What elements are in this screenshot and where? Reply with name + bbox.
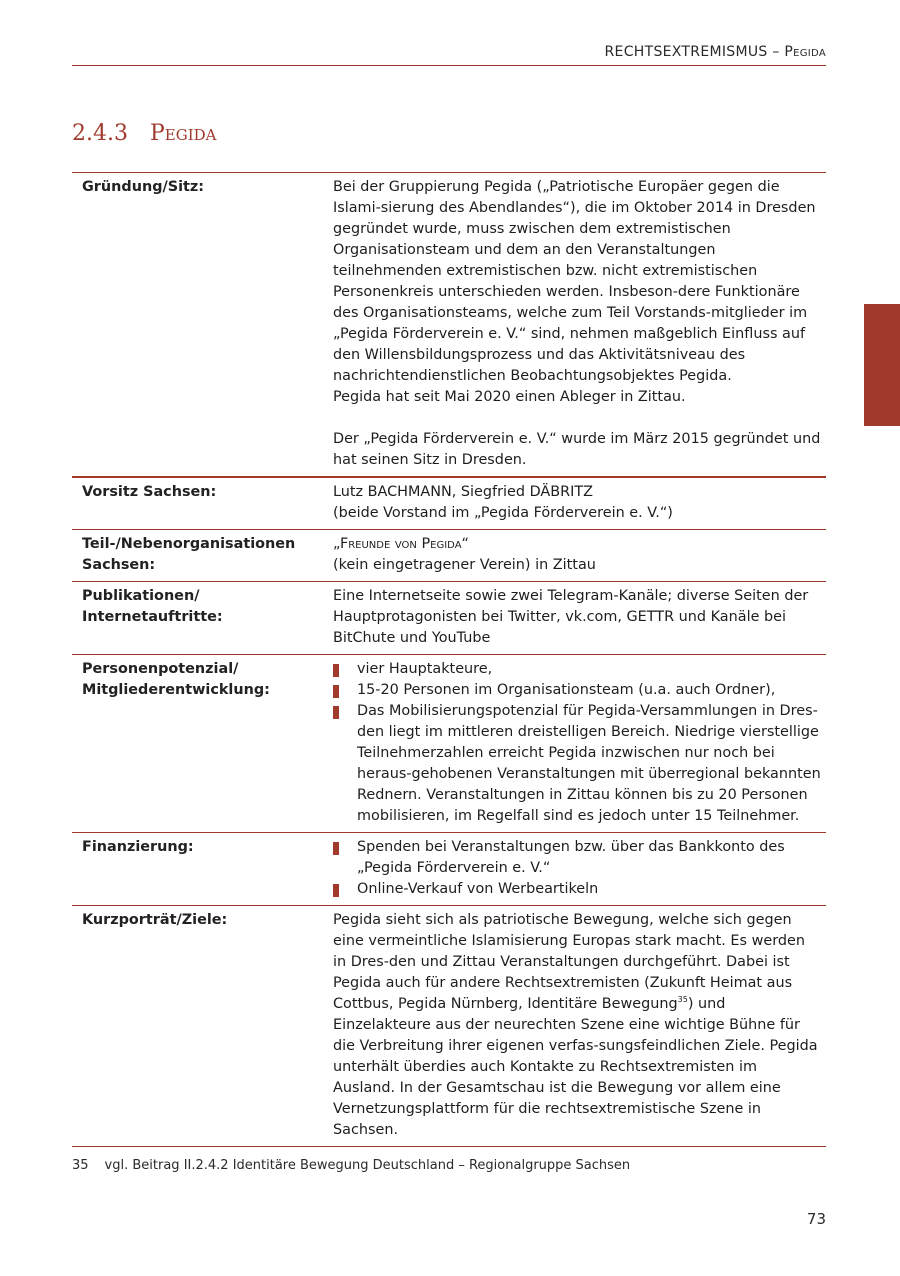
label-teil-line-1: Teil-/Nebenorganisationen — [82, 536, 296, 552]
kurzportraet-text-b: ) und Einzelakteure aus der neurechten Szene eine wichtige Bühne für die Verbreitung ihrer eigenen verfas-sungsfeindlichen Ziele. Pegida unterhält überdies auch Kontakte zu Rechtsextremisten im Ausland. In der Gesamtschau ist die Bewegung vor allem eine Vernetzungsplattform für die rechtsextremistische Szene in Sachsen. — [333, 996, 818, 1138]
value-teilorganisationen — [333, 530, 826, 582]
vorsitz-line-1: Lutz BACHMANN, Siegfried DÄBRITZ — [333, 484, 594, 500]
chapter-tab-marker — [864, 304, 900, 426]
label-finanzierung: Finanzierung: — [82, 839, 194, 855]
row-publikationen — [72, 582, 826, 655]
row-vorsitz — [72, 477, 826, 530]
footnote-reference: 35 — [677, 995, 688, 1005]
row-teilorganisationen — [72, 530, 826, 582]
running-head-sub: Pegida — [784, 44, 826, 60]
paragraph-gap — [333, 408, 822, 429]
gruendung-paragraph-2: Pegida hat seit Mai 2020 einen Ableger in Zittau. — [333, 389, 686, 405]
footnote — [72, 1158, 630, 1173]
personen-bullet-list — [333, 659, 822, 827]
row-personenpotenzial — [72, 655, 826, 833]
label-personenpotenzial — [72, 655, 333, 833]
teil-line-1: „Freunde von Pegida“ — [333, 536, 469, 552]
value-personenpotenzial — [333, 655, 826, 833]
value-finanzierung — [333, 833, 826, 906]
label-publ-line-1: Publikationen/ — [82, 588, 200, 604]
list-item: Spenden bei Veranstaltungen bzw. über das Bankkonto des „Pegida Förderverein e. V.“ — [333, 837, 822, 879]
label-publikationen — [72, 582, 333, 655]
profile-table — [72, 172, 826, 1147]
section-number: 2.4.3 — [72, 121, 128, 146]
label-pers-line-2: Mitgliederentwicklung: — [82, 682, 270, 698]
finanzierung-bullet-list — [333, 837, 822, 900]
gruendung-paragraph-3: Der „Pegida Förderverein e. V.“ wurde im März 2015 gegründet und hat seinen Sitz in Dresden. — [333, 431, 821, 468]
value-gruendung — [333, 173, 826, 478]
vorsitz-line-2: (beide Vorstand im „Pegida Förderverein e. V.“) — [333, 505, 673, 521]
list-item: Online-Verkauf von Werbeartikeln — [333, 879, 822, 900]
running-head — [605, 44, 826, 60]
label-publ-line-2: Internetauftritte: — [82, 609, 223, 625]
footnote-text: vgl. Beitrag II.2.4.2 Identitäre Bewegung Deutschland – Regionalgruppe Sachsen — [104, 1158, 631, 1173]
label-kurzportraet: Kurzporträt/Ziele: — [82, 912, 228, 928]
teil-line-2: (kein eingetragener Verein) in Zittau — [333, 557, 596, 573]
value-publikationen: Eine Internetseite sowie zwei Telegram-Kanäle; diverse Seiten der Hauptprotagonisten bei Twitter, vk.com, GETTR und Kanäle bei BitChute und YouTube — [333, 588, 809, 646]
list-item: 15-20 Personen im Organisationsteam (u.a. auch Ordner), — [333, 680, 822, 701]
list-item: Das Mobilisierungspotenzial für Pegida-Versammlungen in Dres-den liegt im mittleren dreistelligen Bereich. Niedrige vierstellige Teilnehmerzahlen erreicht Pegida inzwischen nur noch bei heraus-gehobenen Veranstaltungen mit überregional bekannten Rednern. Veranstaltungen in Zittau können bis zu 20 Personen mobilisieren, im Regelfall sind es jedoch unter 15 Teilnehmer. — [333, 701, 822, 827]
section-title: Pegida — [149, 121, 217, 146]
list-item: vier Hauptakteure, — [333, 659, 822, 680]
header-rule — [72, 65, 826, 66]
label-teilorganisationen — [72, 530, 333, 582]
section-heading — [72, 121, 217, 146]
label-gruendung: Gründung/Sitz: — [82, 179, 205, 195]
kurzportraet-text-a: Pegida sieht sich als patriotische Bewegung, welche sich gegen eine vermeintliche Islamisierung Europas stark macht. Es werden in Dres-den und Zittau Veranstaltungen durchgeführt. Dabei ist Pegida auch für andere Rechtsextremisten (Zukunft Heimat aus Cottbus, Pegida Nürnberg, Identitäre Bewegung — [333, 912, 805, 1012]
page-number: 73 — [806, 1210, 826, 1228]
label-pers-line-1: Personenpotenzial/ — [82, 661, 239, 677]
label-teil-line-2: Sachsen: — [82, 557, 156, 573]
row-gruendung — [72, 173, 826, 478]
value-vorsitz — [333, 477, 826, 530]
gruendung-paragraph-1: Bei der Gruppierung Pegida („Patriotische Europäer gegen die Islami-sierung des Abendlandes“), die im Oktober 2014 in Dresden gegründet wurde, muss zwischen dem extremistischen Organisationsteam und dem an den Veranstaltungen teilnehmenden extremistischen bzw. nicht extremistischen Personenkreis unterschieden werden. Insbeson-dere Funktionäre des Organisationsteams, welche zum Teil Vorstands-mitglieder im „Pegida Förderverein e. V.“ sind, nehmen maßgeblich Einfluss auf den Willensbildungsprozess und das Aktivitätsniveau des nachrichtendienstlichen Beobachtungsobjektes Pegida. — [333, 179, 816, 384]
label-vorsitz: Vorsitz Sachsen: — [82, 484, 217, 500]
row-finanzierung — [72, 833, 826, 906]
row-kurzportraet — [72, 906, 826, 1147]
running-head-main: RECHTSEXTREMISMUS – — [604, 44, 785, 60]
value-kurzportraet — [333, 906, 826, 1147]
footnote-number: 35 — [72, 1158, 89, 1173]
